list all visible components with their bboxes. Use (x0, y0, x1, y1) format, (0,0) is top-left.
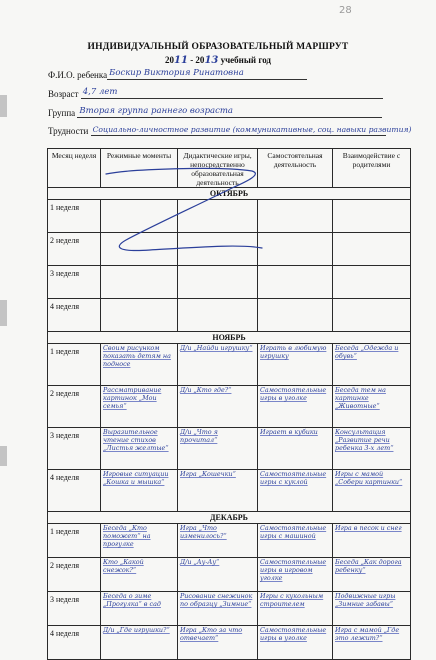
week-label: 1 неделя (48, 524, 101, 558)
child-name-label: Ф.И.О. ребенка (48, 70, 108, 80)
page-number: 28 (339, 5, 352, 16)
table-row (48, 266, 411, 299)
week-label: 4 неделя (48, 470, 101, 512)
parents-cell: Подвижные игры „Зимние забавы“ (333, 592, 411, 626)
year-separator: - 20 (187, 55, 205, 65)
table-row (48, 626, 411, 660)
parents-cell: Беседа тем на картинке „Животные“ (333, 386, 411, 428)
regime-cell: Беседа „Кто поможет“ на прогулке (101, 524, 178, 558)
week-label: 2 неделя (48, 558, 101, 592)
age-value: 4,7 лет (82, 87, 118, 97)
month-row-october (48, 188, 411, 200)
regime-cell: Рассматривание картинок „Мои семья“ (101, 386, 178, 428)
independent-cell: Самостоятельные игры в игровом уголке (258, 558, 333, 592)
didactic-cell: Д/и „Что я прочитал“ (178, 428, 258, 470)
table-row (48, 558, 411, 592)
month-label-october: ОКТЯБРЬ (48, 188, 411, 200)
month-label-december: ДЕКАБРЬ (48, 512, 411, 524)
age-label: Возраст (48, 89, 79, 99)
regime-cell: Игровые ситуации „Кошка и мышка“ (101, 470, 178, 512)
week-label: 3 неделя (48, 266, 101, 299)
regime-cell: Выразительное чтение стихов „Листья желтые“ (101, 428, 178, 470)
difficulties-field (48, 124, 412, 136)
year-to: 13 (204, 55, 219, 66)
month-label-november: НОЯБРЬ (48, 332, 411, 344)
punch-hole-mark (0, 446, 7, 466)
header-month-week: Месяц неделя (48, 149, 101, 188)
parents-cell: Беседа „Как дорога ребенку“ (333, 558, 411, 592)
independent-cell: Самостоятельные игры с куклой (258, 470, 333, 512)
didactic-cell: Игра „Что изменилось?“ (178, 524, 258, 558)
independent-cell: Самостоятельные игры с машиной (258, 524, 333, 558)
group-value: Вторая группа раннего возраста (79, 106, 234, 116)
parents-cell: Игра с мамой „Где это лежит?“ (333, 626, 411, 660)
table-row (48, 233, 411, 266)
week-label: 1 неделя (48, 344, 101, 386)
independent-cell: Играет в кубики (258, 428, 333, 470)
table-row (48, 299, 411, 332)
parents-cell: Консультация „Развитие речи ребенка 3-х лет“ (333, 428, 411, 470)
year-from: 11 (174, 55, 188, 66)
didactic-cell: Д/и „Ау-Ау“ (178, 558, 258, 592)
year-suffix: учебный год (218, 55, 271, 65)
table-row (48, 524, 411, 558)
route-table (47, 148, 411, 660)
regime-cell: Своим рисунком показать детям на подносе (101, 344, 178, 386)
independent-cell: Играть в любимую игрушку (258, 344, 333, 386)
independent-cell: Самостоятельные игры в уголке (258, 626, 333, 660)
parents-cell: Беседа „Одежда и обувь“ (333, 344, 411, 386)
table-row (48, 428, 411, 470)
group-field (48, 106, 382, 118)
header-parents: Взаимодействие с родителями (333, 149, 411, 188)
table-row (48, 470, 411, 512)
month-row-december (48, 512, 411, 524)
difficulties-label: Трудности (48, 126, 89, 136)
table-row (48, 592, 411, 626)
header-didactic: Дидактические игры, непосредственно образовательная деятельность (178, 149, 258, 188)
header-independent: Самостоятельная деятельность (258, 149, 333, 188)
week-label: 3 неделя (48, 428, 101, 470)
parents-cell: Игра в песок и снег (333, 524, 411, 558)
table-row (48, 344, 411, 386)
child-name-value: Боскир Виктория Ринатовна (109, 68, 244, 78)
age-field (48, 87, 383, 99)
academic-year (0, 55, 436, 66)
week-label: 2 неделя (48, 233, 101, 266)
table-row (48, 200, 411, 233)
difficulties-value: Социально-личностное развитие (коммуникативные, соц. навыки развития) (92, 125, 412, 134)
regime-cell: Кто „Какой снежок?“ (101, 558, 178, 592)
week-label: 2 неделя (48, 386, 101, 428)
group-label: Группа (48, 108, 76, 118)
week-label: 1 неделя (48, 200, 101, 233)
didactic-cell: Игра „Кошечки“ (178, 470, 258, 512)
didactic-cell: Д/и „Кто где?“ (178, 386, 258, 428)
week-label: 3 неделя (48, 592, 101, 626)
month-row-november (48, 332, 411, 344)
punch-hole-mark (0, 95, 7, 117)
document-title: ИНДИВИДУАЛЬНЫЙ ОБРАЗОВАТЕЛЬНЫЙ МАРШРУТ (87, 42, 349, 52)
didactic-cell: Д/и „Найди игрушку“ (178, 344, 258, 386)
year-prefix: 20 (165, 55, 175, 65)
child-name-field (48, 68, 307, 80)
table-header-row (48, 149, 411, 188)
regime-cell: Беседа о зиме „Прогулка“ в сад (101, 592, 178, 626)
didactic-cell: Игра „Кто за что отвечает“ (178, 626, 258, 660)
independent-cell: Самостоятельные игры в уголке (258, 386, 333, 428)
header-regime: Режимные моменты (101, 149, 178, 188)
parents-cell: Игры с мамой „Собери картинки“ (333, 470, 411, 512)
didactic-cell: Рисование снежинок по образцу „Зимние“ (178, 592, 258, 626)
week-label: 4 неделя (48, 299, 101, 332)
regime-cell: Д/и „Где игрушки?“ (101, 626, 178, 660)
table-row (48, 386, 411, 428)
punch-hole-mark (0, 300, 7, 326)
independent-cell: Игры с кукольным строителем (258, 592, 333, 626)
week-label: 4 неделя (48, 626, 101, 660)
